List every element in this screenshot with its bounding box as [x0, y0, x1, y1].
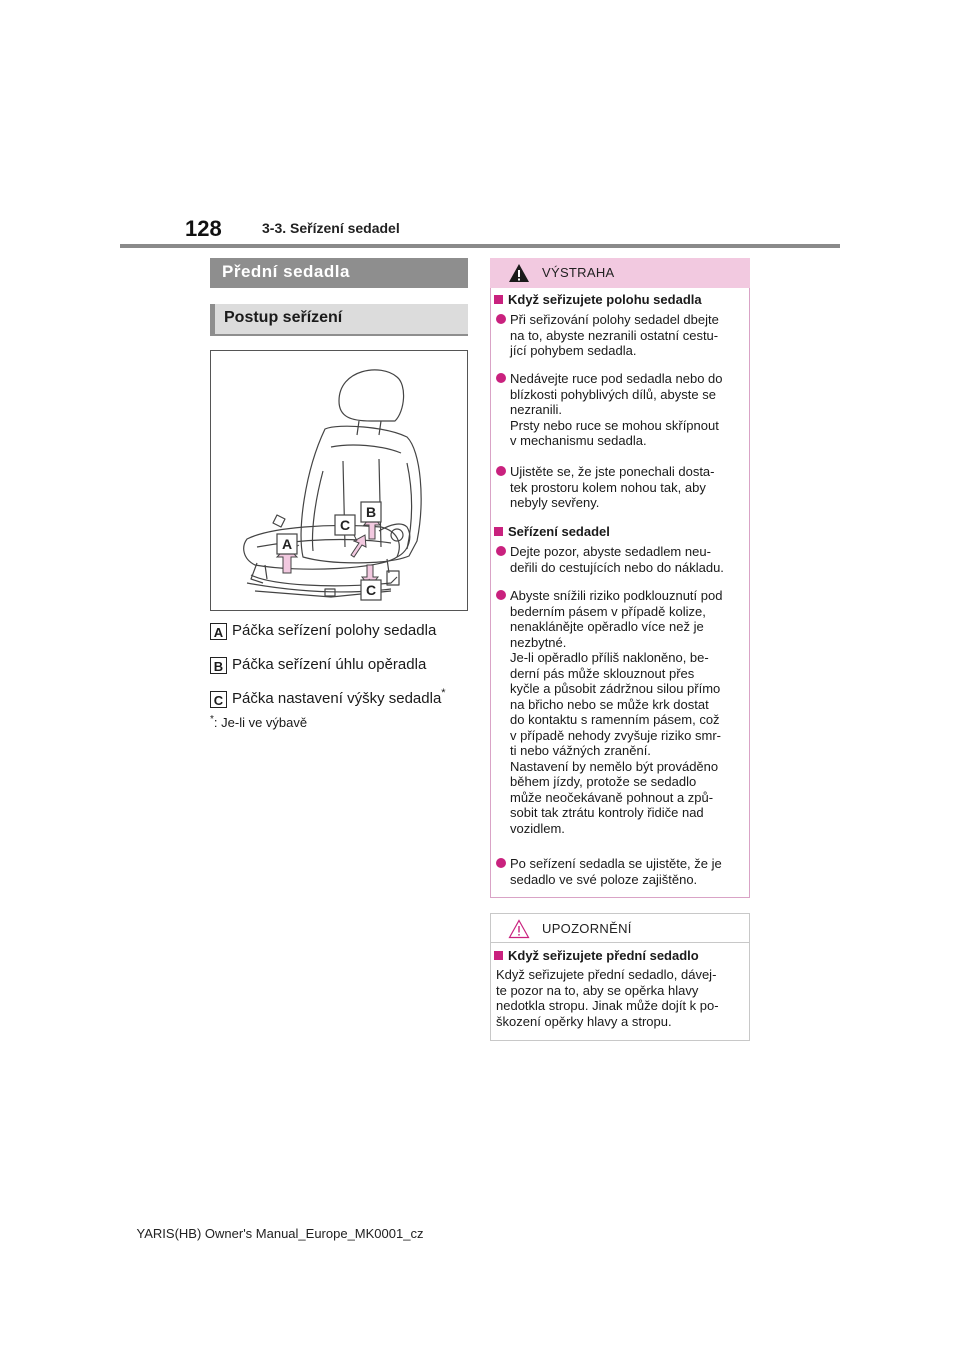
section-title: 3-3. Seřízení sedadel — [262, 220, 400, 236]
legend-item-a — [210, 622, 468, 642]
footnote — [210, 715, 307, 730]
footer-text: YARIS(HB) Owner's Manual_Europe_MK0001_cz — [136, 1226, 424, 1241]
warning-item-text: Při seřizování polohy sedadel dbejte na to, abyste nezranili ostatní cestu- jící pohybem sedadla. — [510, 312, 719, 358]
bullet-dot-icon — [496, 546, 506, 556]
header-rule — [120, 244, 840, 248]
bullet-dot-icon — [496, 466, 506, 476]
square-bullet-icon — [494, 527, 503, 536]
legend-text-b: Páčka seřízení úhlu opěradla — [232, 656, 427, 673]
warning-heading-position-text: Když seřizujete polohu sedadla — [508, 292, 702, 307]
square-bullet-icon — [494, 951, 503, 960]
warning-item — [496, 544, 748, 576]
caution-header — [490, 913, 750, 943]
warning-item-text: Dejte pozor, abyste sedadlem neu- deřili do cestujících nebo do nákladu. — [510, 544, 724, 575]
caution-text: Když seřizujete přední sedadlo, dávej- te pozor na to, aby se opěrka hlavy nedotkla stropu. Jinak může dojít k po- škození opěrky hlavy a stropu. — [496, 967, 719, 1029]
footer — [0, 1226, 960, 1241]
main-heading-bar — [210, 258, 468, 288]
legend-item-b — [210, 656, 468, 676]
caution-heading-text: Když seřizujete přední sedadlo — [508, 948, 699, 963]
warning-item — [496, 371, 748, 451]
page-number: 128 — [185, 216, 222, 241]
caution-heading — [494, 948, 699, 963]
callout-a-label: A — [281, 536, 293, 552]
sub-heading-rule — [210, 334, 468, 336]
legend-badge-c: C — [210, 691, 227, 708]
bullet-dot-icon — [496, 373, 506, 383]
bullet-dot-icon — [496, 858, 506, 868]
bullet-dot-icon — [496, 590, 506, 600]
warning-item-text: Abyste snížili riziko podklouznutí pod bederním pásem v případě kolize, nenaklánějte opěradlo více než je nezbytné. Je-li opěradlo příliš nakloněno, be- derní pás může sklouznout přes kyčle a působit zádržnou silou přímo na břicho nebo se může krk dostat do kontaktu s ramenním pásem, což v případě nehody zvyšuje riziko smr- ti nebo vážných zranění. Nastavení by nemělo být prováděno během jízdy, protože se sedadlo může neočekávaně pohnout a způ- sobit tak ztrátu kontroly řidiče nad vozidlem. — [510, 588, 723, 836]
footnote-text: : Je-li ve výbavě — [213, 715, 308, 730]
caution-title: UPOZORNĚNÍ — [542, 921, 632, 936]
legend-badge-a: A — [210, 623, 227, 640]
warning-header — [490, 258, 750, 288]
warning-item-text: Po seřízení sedadla se ujistěte, že je sedadlo ve své poloze zajištěno. — [510, 856, 722, 887]
callout-c-lower-label: C — [365, 582, 377, 598]
main-heading: Přední sedadla — [222, 262, 350, 281]
warning-item — [496, 464, 748, 512]
bullet-dot-icon — [496, 314, 506, 324]
callout-b-label: B — [365, 504, 377, 520]
warning-triangle-icon — [508, 263, 530, 283]
warning-heading-adjust — [494, 524, 610, 539]
warning-item-text: Nedávejte ruce pod sedadla nebo do blízkosti pohyblivých dílů, abyste se nezranili. Prsty nebo ruce se mohou skřípnout v mechanismu sedadla. — [510, 371, 723, 448]
sub-heading-bar — [210, 304, 468, 334]
sub-heading: Postup seřízení — [224, 309, 343, 326]
square-bullet-icon — [494, 295, 503, 304]
warning-item-text: Ujistěte se, že jste ponechali dosta- tek prostoru kolem nohou tak, aby nebyly sevřeny. — [510, 464, 715, 510]
warning-item — [496, 856, 748, 888]
callout-c-upper-label: C — [339, 517, 351, 533]
warning-item — [496, 588, 748, 842]
seat-drawing — [211, 351, 467, 610]
legend-star: * — [441, 687, 446, 699]
warning-heading-position — [494, 292, 702, 307]
legend-text-c-label: Páčka nastavení výšky sedadla — [232, 690, 442, 707]
warning-item — [496, 312, 748, 360]
caution-triangle-icon — [508, 919, 530, 939]
legend-item-c — [210, 687, 468, 710]
legend-text-c — [232, 687, 446, 707]
legend-badge-b: B — [210, 657, 227, 674]
warning-heading-adjust-text: Seřízení sedadel — [508, 524, 610, 539]
legend-text-a: Páčka seřízení polohy sedadla — [232, 622, 437, 639]
footnote-star: * — [210, 714, 214, 725]
seat-illustration — [210, 350, 468, 611]
warning-title: VÝSTRAHA — [542, 265, 615, 280]
